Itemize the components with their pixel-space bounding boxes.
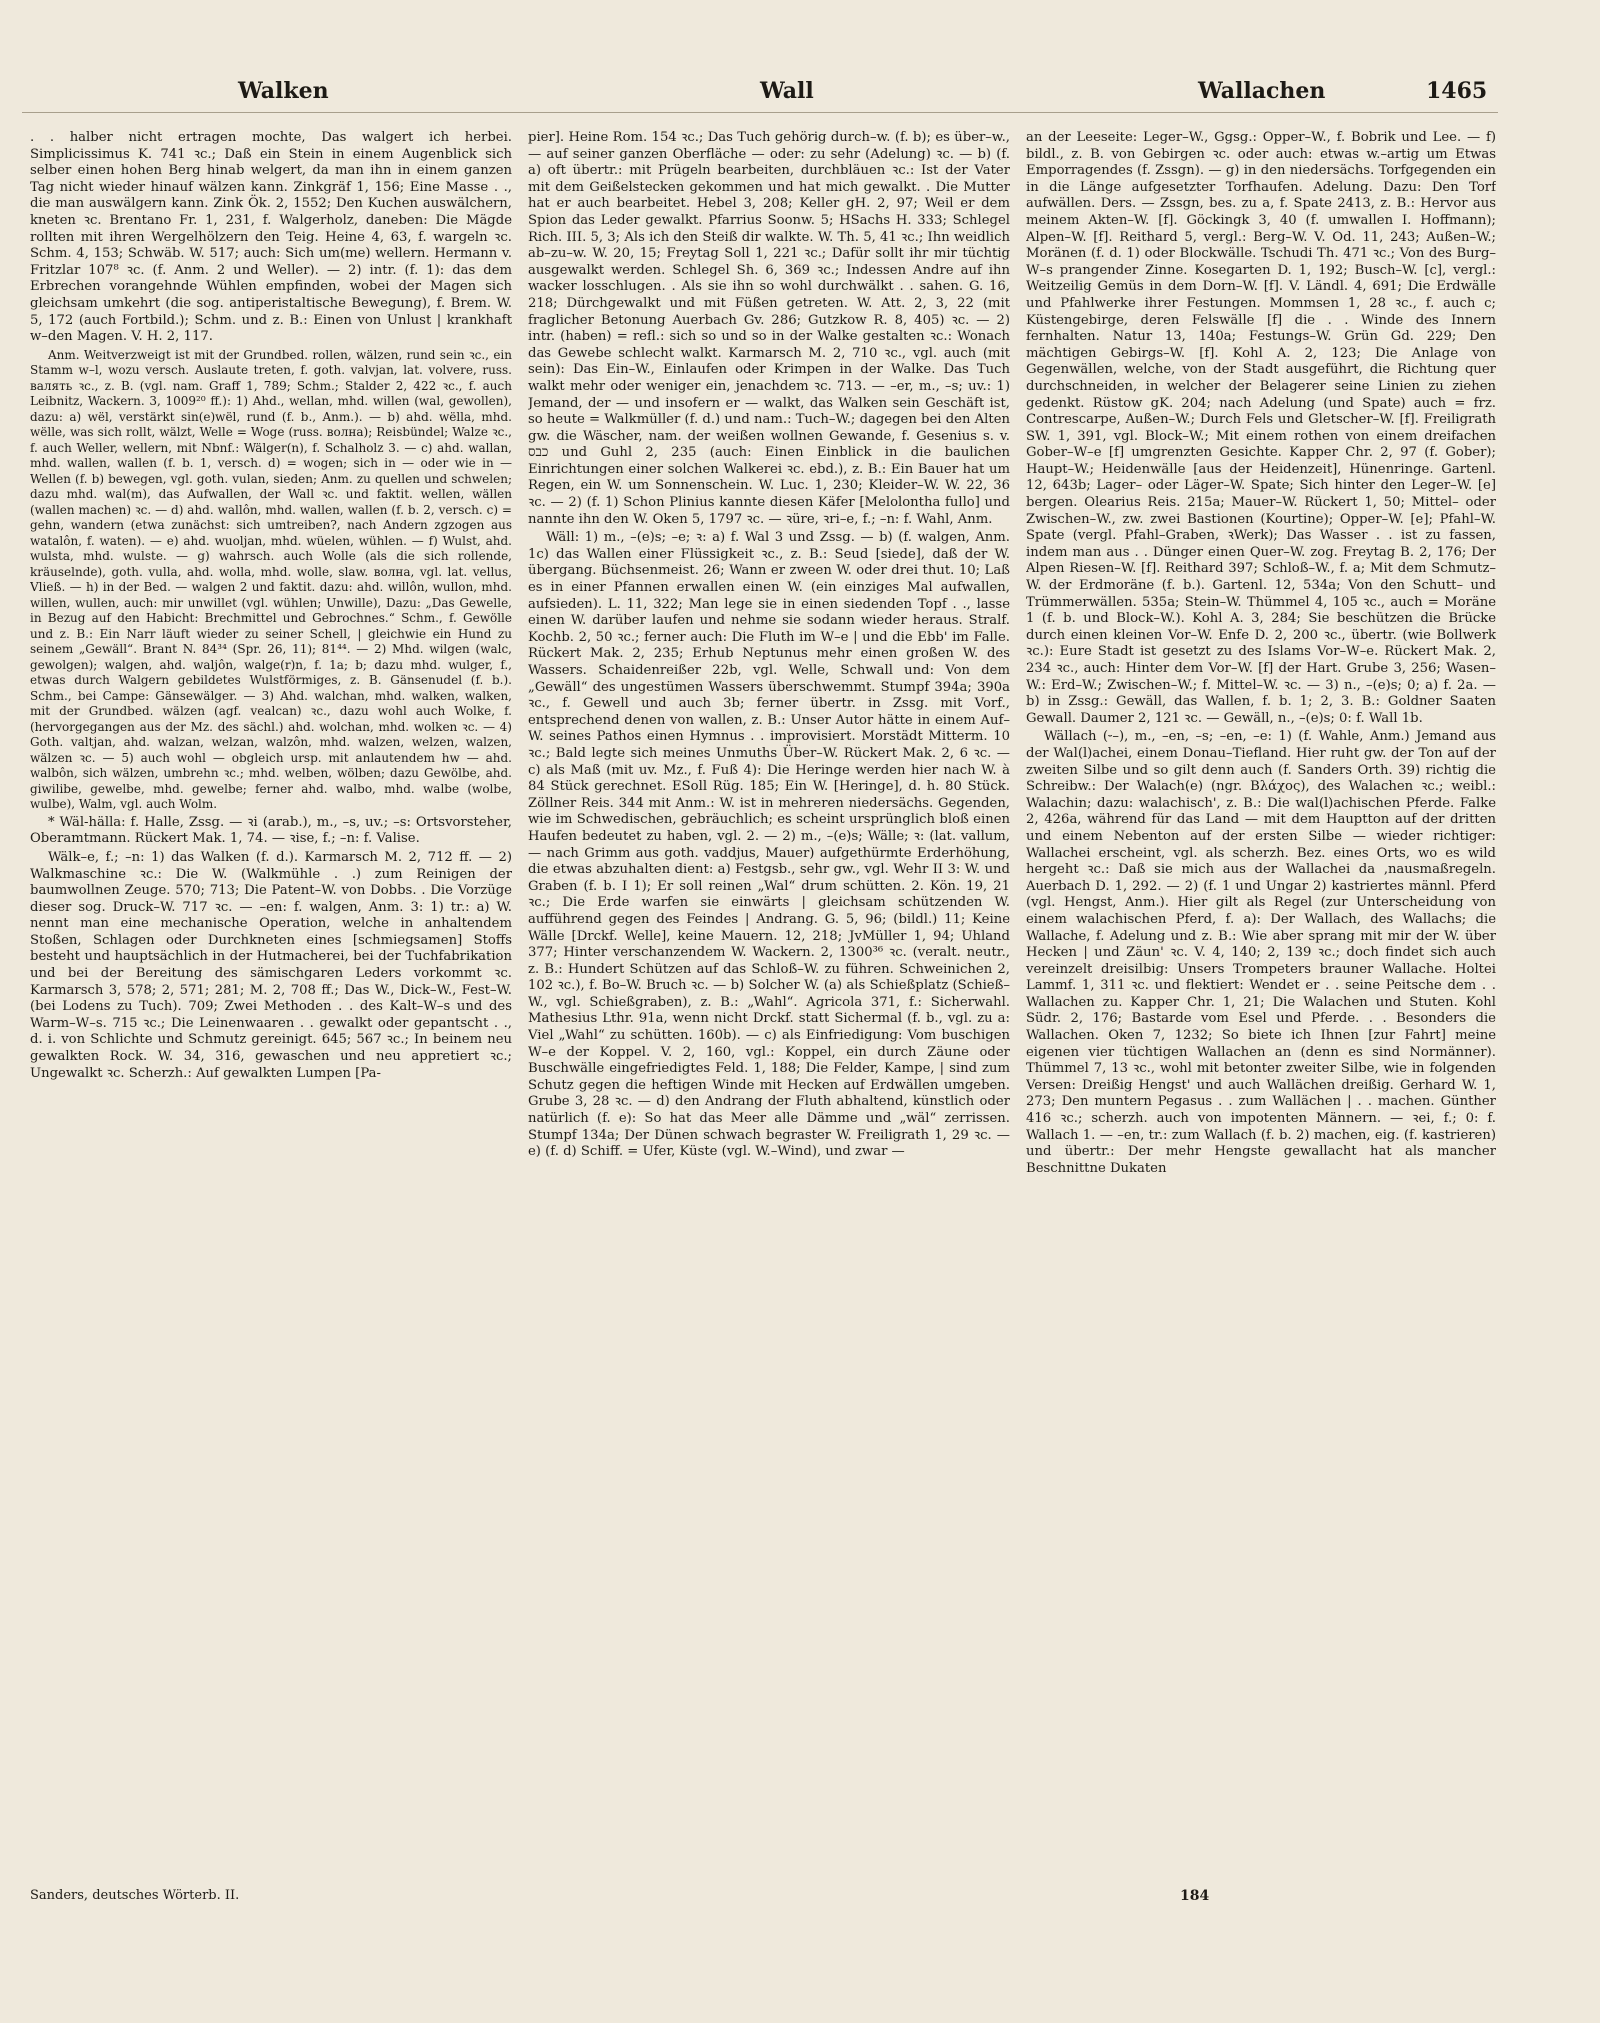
column-middle xyxy=(528,130,1010,1885)
running-head xyxy=(0,78,1600,108)
header-rule xyxy=(22,112,1498,113)
page-number: 1465 xyxy=(1426,78,1488,104)
entry-text: pier]. Heine Rom. 154 ꝛc.; Das Tuch gehörig durch–w. (f. b); es über–w., — auf seiner ganzen Oberfläche — oder: zu sehr (Adelung) ꝛc. — b) (f. a) oft übertr.: mit Prügeln bearbeiten, durchbläuen ꝛc.: Ist der Vater mit dem Geißelstecken gekommen und hat mich gewalkt. . Die Mutter hat er auch bearbeitet. Hebel 3, 208; Keller gH. 2, 97; Weil er dem Spion das Leder gewalkt. Pfarrius Soonw. 5; HSachs H. 333; Schlegel Rich. III. 5, 3; Als ich den Steiß dir walkte. W. Th. 5, 41 ꝛc.; Ihn weidlich ab–zu–w. W. 20, 15; Freytag Soll 1, 221 ꝛc.; Dafür sollt ihr mir tüchtig ausgewalkt werden. Schlegel Sh. 6, 369 ꝛc.; Indessen Andre auf ihn wacker losschlugen. . Als sie ihn so wohl durchwälkt . . sahen. G. 16, 218; Dürchgewalkt und mit Füßen getreten. W. Att. 2, 3, 22 (mit fraglicher Betonung Auerbach Gv. 286; Gutzkow R. 8, 405) ꝛc. — 2) intr. (haben) = refl.: sich so und so in der Walke gestalten ꝛc.: Wonach das Gewebe schlecht walkt. Karmarsch M. 2, 710 ꝛc., vgl. auch (mit sein): Das Ein–W., Einlaufen oder Krimpen in der Walke. Das Tuch walkt mehr oder weniger ein, jenachdem ꝛc. 713. — –er, m., –s; uv.: 1) Jemand, der — und insofern er — walkt, das Walken sein Geschäft ist, so heute = Walkmüller (f. d.) und nam.: Tuch–W.; dagegen bei den Alten gw. die Wäscher, nam. der weißen wollnen Gewande, f. Gesenius s. v. כבס und Guhl 2, 235 (auch: Einen Einblick in die baulichen Einrichtungen einer solchen Walkerei ꝛc. ebd.), z. B.: Ein Bauer hat um Regen, ein W. um Sonnenschein. W. Luc. 1, 230; Kleider–W. W. 22, 36 ꝛc. — 2) (f. 1) Schon Plinius kannte diesen Käfer [Melolontha fullo] und nannte ihn den W. Oken 5, 1797 ꝛc. — ꝛüre, ꝛri–e, f.; –n: f. Wahl, Anm. xyxy=(528,130,1010,527)
entry-walke: Wälk–e, f.; –n: 1) das Walken (f. d.). Karmarsch M. 2, 712 ff. — 2) Walkmaschine ꝛc.: Die W. (Walkmühle . .) zum Reinigen der baumwollnen Zeuge. 570; 713; Die Patent–W. von Dobbs. . Die Vorzüge dieser sog. Druck–W. 717 ꝛc. — –en: f. walgen, Anm. 3: 1) tr.: a) W. nennt man eine mechanische Operation, welche in anhaltendem Stoßen, Schlagen oder Durchkneten eines [schmiegsamen] Stoffs besteht und hauptsächlich in der Hutmacherei, bei der Tuchfabrikation und bei der Bereitung des sämischgaren Leders vorkommt ꝛc. Karmarsch 3, 578; 2, 571; 281; M. 2, 708 ff.; Das W., Dick–W., Fest–W. (bei Lodens zu Tuch). 709; Zwei Methoden . . des Kalt–W–s und des Warm–W–s. 715 ꝛc.; Die Leinenwaaren . . gewalkt oder gepantscht . ., d. i. von Schlichte und Schmutz gereinigt. 645; 567 ꝛc.; In beinem neu gewalkten Rock. W. 34, 316, gewaschen und neu appretiert ꝛc.; Ungewalkt ꝛc. Scherzh.: Auf gewalkten Lumpen [Pa- xyxy=(30,849,512,1081)
column-right xyxy=(1026,130,1496,1885)
head-center-word: Wall xyxy=(760,78,814,104)
etymology-note: Anm. Weitverzweigt ist mit der Grundbed. rollen, wälzen, rund sein ꝛc., ein Stamm w–l, wozu versch. Auslaute treten, f. goth. valvjan, lat. volvere, russ. валять ꝛc., z. B. (vgl. nam. Graff 1, 789; Schm.; Stalder 2, 422 ꝛc., f. auch Leibnitz, Wackern. 3, 1009²⁰ ff.): 1) Ahd., wellan, mhd. willen (wal, gewollen), dazu: a) wël, verstärkt sin(e)wël, rund (f. b., Anm.). — b) ahd. wëlla, mhd. wëlle, was sich rollt, wälzt, Welle = Woge (russ. волна); Reisbündel; Walze ꝛc., f. auch Weller, wellern, mit Nbnf.: Wälger(n), f. Schalholz 3. — c) ahd. wallan, mhd. wallen, wallen (f. b. 1, versch. d) = wogen; sich in — oder wie in — Wellen (f. b) bewegen, vgl. goth. vulan, sieden; Anm. zu quellen und schwelen; dazu mhd. wal(m), das Aufwallen, der Wall ꝛc. und faktit. wellen, wällen (wallen machen) ꝛc. — d) ahd. wallôn, mhd. wallen, wallen (f. b. 2, versch. c) = gehn, wandern (etwa zunächst: sich umtreiben?, nach Andern zgzogen aus watalôn, f. waten). — e) ahd. wuoljan, mhd. wüelen, wühlen. — f) Wulst, ahd. wulsta, mhd. wulste. — g) wahrsch. auch Wolle (als die sich rollende, kräuselnde), goth. vulla, ahd. wolla, mhd. wolle, slaw. волна, vgl. lat. vellus, Vließ. — h) in der Bed. — walgen 2 und faktit. dazu: ahd. willôn, wullon, mhd. willen, wullen, auch: mir unwillet (vgl. wühlen; Unwille), Dazu: „Das Gewelle, in Bezug auf den Habicht: Brechmittel und Gebrochnes.“ Schm., f. Gewölle und z. B.: Ein Narr läuft wieder zu seiner Schell, | gleichwie ein Hund zu seinem „Gewäll“. Brant N. 84³⁴ (Spr. 26, 11); 81⁴⁴. — 2) Mhd. wilgen (walc, gewolgen); walgen, ahd. waljôn, walge(r)n, f. 1a; b; dazu mhd. wulger, f., etwas durch Walgern gebildetes Wulstförmiges, z. B. Gänsenudel (f. b.). Schm., bei Campe: Gänsewälger. — 3) Ahd. walchan, mhd. walken, walken, mit der Grundbed. wälzen (agf. vealcan) ꝛc., dazu wohl auch Wolke, f. (hervorgegangen aus der Mz. des sächl.) ahd. wolchan, mhd. wolken ꝛc. — 4) Goth. valtjan, ahd. walzan, welzan, walzôn, mhd. walzen, welzen, walzen, wälzen ꝛc. — 5) auch wohl — obgleich ursp. mit anlautendem hw — ahd. walbôn, sich wälzen, umbrehn ꝛc.; mhd. welben, wölben; dazu Gewölbe, ahd. giwilibe, gewelbe, mhd. gewelbe; ferner ahd. walbo, mhd. walbe (wolbe, wulbe), Walm, vgl. auch Wolm. xyxy=(30,347,512,812)
entry-walhalla: * Wäl-hälla: f. Halle, Zssg. — ꝛi (arab.), m., –s, uv.; –s: Ortsvorsteher, Oberamtmann. Rückert Mak. 1, 74. — ꝛise, f.; –n: f. Valise. xyxy=(30,814,512,847)
footer-left: Sanders, deutsches Wörterb. II. xyxy=(30,1888,240,1903)
head-left-word: Walken xyxy=(238,78,329,104)
entry-text: an der Leeseite: Leger–W., Ggsg.: Opper–W., f. Bobrik und Lee. — f) bildl., z. B. von Gebirgen ꝛc. oder auch: etwas w.–artig um Etwas Emporragendes (f. Zssgn). — g) in den niedersächs. Torfgegenden ein in die Länge aufgesetzter Torfhaufen. Adelung. Dazu: Den Torf aufwällen. Ders. — Zssgn, bes. zu a, f. Spate 2413, z. B.: Hervor aus meinem Akten–W. [f]. Göckingk 3, 40 (f. umwallen I. Hoffmann); Alpen–W. [f]. Reithard 5, vergl.: Berg–W. V. Od. 11, 243; Außen–W.; Moränen (f. d. 1) oder Blockwälle. Tschudi Th. 471 ꝛc.; Von des Burg–W–s prangender Zinne. Kosegarten D. 1, 192; Busch–W. [c], vergl.: Weitzeilig Gemüs in dem Dorn–W. [f]. V. Ländl. 4, 691; Die Erdwälle und Pfahlwerke ihrer Festungen. Mommsen 1, 28 ꝛc., f. auch c; Küstengebirge, deren Felswälle [f] die . . Winde des Innern fernhalten. Natur 13, 140a; Festungs–W. Grün Gd. 229; Den mächtigen Gebirgs–W. [f]. Kohl A. 2, 123; Die Anlage von Gegenwällen, welche, von der Stadt ausgeführt, die Richtung quer durchschneiden, in welcher der Belagerer seine Linien zu ziehen gedenkt. Rüstow gK. 204; nach Adelung (und Spate) auch = frz. Contrescarpe, Außen–W.; Durch Fels und Gletscher–W. [f]. Freiligrath SW. 1, 391, vgl. Block–W.; Mit einem rothen von einem dreifachen Gober–W–e [f] umgrenzten Gesichte. Kapper Chr. 2, 97 (f. Gober); Haupt–W.; Heidenwälle [aus der Heidenzeit], Hünenringe. Gartenl. 12, 643b; Lager– oder Läger–W. Spate; Sich hinter den Leger–W. [e] bergen. Olearius Reis. 215a; Mauer–W. Rückert 1, 50; Mittel– oder Zwischen–W., zw. zwei Bastionen (Kourtine); Opper–W. [e]; Pfahl–W. Spate (vergl. Pfahl–Graben, ꝛWerk); Das Wasser . . ist zu fassen, indem man aus . . Dünger einen Quer–W. zog. Freytag B. 2, 176; Der Alpen Riesen–W. [f]. Reithard 397; Schloß–W., f. a; Mit dem Schmutz–W. der Erdmoräne (f. b.). Gartenl. 12, 534a; Von den Schutt– und Trümmerwällen. 535a; Stein–W. Thümmel 4, 105 ꝛc., auch = Moräne 1 (f. b. und Block–W.). Kohl A. 3, 284; Sie beschützen die Brücke durch einen kleinen Vor–W. Enfe D. 2, 200 ꝛc., übertr. (wie Bollwerk ꝛc.): Eure Stadt ist gesetzt zu des Islams Vor–W–e. Rückert Mak. 2, 234 ꝛc., auch: Hinter dem Vor–W. [f] der Hart. Grube 3, 256; Wasen–W.: Erd–W.; Zwischen–W.; f. Mittel–W. ꝛc. — 3) n., –(e)s; 0; a) f. 2a. — b) in Zssg.: Gewäll, das Wallen, f. b. 1; 2, 3. B.: Goldner Saaten Gewall. Daumer 2, 121 ꝛc. — Gewäll, n., –(e)s; 0: f. Wall 1b. xyxy=(1026,130,1496,726)
entry-text: . . halber nicht ertragen mochte, Das walgert ich herbei. Simplicissimus K. 741 ꝛc.; Daß ein Stein in einem Augenblick sich selber einen hohen Berg hinab welgert, da man ihn in einem ganzen Tag nicht wieder hinauf wälzen kann. Zinkgräf 1, 156; Eine Masse . ., die man auswälgern kann. Zink Ök. 2, 1552; Den Kuchen auswälchern, kneten ꝛc. Brentano Fr. 1, 231, f. Walgerholz, daneben: Die Mägde rollten mit ihren Wergelhölzern den Teig. Heine 4, 63, f. wargeln ꝛc. Schm. 4, 153; Schwäb. W. 517; auch: Sich um(me) wellern. Hermann v. Fritzlar 107⁸ ꝛc. (f. Anm. 2 und Weller). — 2) intr. (f. 1): das dem Erbrechen vorangehnde Wühlen empfinden, wobei der Magen sich gleichsam umkehrt (die sog. antiperistaltische Bewegung), f. Brem. W. 5, 172 (auch Fortbild.); Schm. und z. B.: Einen von Unlust | krankhaft w–den Magen. V. H. 2, 117. xyxy=(30,130,512,345)
head-right-word: Wallachen xyxy=(1198,78,1326,104)
entry-wallach: Wällach (⏑–), m., –en, –s; –en, –e: 1) (f. Wahle, Anm.) Jemand aus der Wal(l)achei, einem Donau–Tiefland. Hier ruht gw. der Ton auf der zweiten Silbe und so gilt denn auch (f. Sanders Orth. 39) richtig die Schreibw.: Der Walach(e) (ngr. Βλάχος), des Walachen ꝛc.; weibl.: Walachin; dazu: walachisch', z. B.: Die wal(l)achischen Pferde. Falke 2, 426a, während für das Land — mit dem Hauptton auf der dritten und einem Nebenton auf der ersten Silbe — wieder richtiger: Wallachei erscheint, vgl. als scherzh. Bez. eines Orts, wo es wild hergeht ꝛc.: Daß sie mich aus der Wallachei da ‚nausmaßregeln. Auerbach D. 1, 292. — 2) (f. 1 und Ungar 2) kastriertes männl. Pferd (vgl. Hengst, Anm.). Hier gilt als Regel (zur Unterscheidung von einem walachischen Pferd, f. a): Der Wallach, des Wallachs; die Wallache, f. Adelung und z. B.: Wie aber sprang mit mir der W. über Hecken | und Zäun' ꝛc. V. 4, 140; 2, 139 ꝛc.; doch findet sich auch vereinzelt dreisilbig: Unsers Trompeters brauner Wallache. Holtei Lammf. 1, 311 ꝛc. und flektiert: Wendet er . . seine Peitsche dem . . Wallachen zu. Kapper Chr. 1, 21; Die Walachen und Stuten. Kohl Südr. 2, 176; Bastarde vom Esel und Pferde. . . Besonders die Wallachen. Oken 7, 1232; So biete ich Ihnen [zur Fahrt] meine eigenen vier tüchtigen Wallachen an (denn es sind Normänner). Thümmel 7, 13 ꝛc., wohl mit betonter zweiter Silbe, wie in folgenden Versen: Dreißig Hengst' und auch Wallächen dreißig. Gerhard W. 1, 273; Den muntern Pegasus . . zum Wallächen | . . machen. Günther 416 ꝛc.; scherzh. auch von impotenten Männern. — ꝛei, f.; 0: f. Wallach 1. — –en, tr.: zum Wallach (f. b. 2) machen, eig. (f. kastrieren) und übertr.: Der mehr Hengste gewallacht hat als mancher Beschnittne Dukaten xyxy=(1026,729,1496,1176)
column-left xyxy=(30,130,512,1885)
entry-wall: Wäll: 1) m., –(e)s; –e; ꝛ: a) f. Wal 3 und Zssg. — b) (f. walgen, Anm. 1c) das Wallen einer Flüssigkeit ꝛc., z. B.: Seud [siede], daß der W. übergang. Büchsenmeist. 26; Wann er zween W. oder drei thut. 10; Laß es in einer Pfannen erwallen einen W. (ein einziges Mal aufwallen, aufsieden). L. 11, 322; Man lege sie in einen siedenden Topf . ., lasse einen W. darüber laufen und nehme sie sodann wieder heraus. Stralf. Kochb. 2, 50 ꝛc.; ferner auch: Die Fluth im W–e | und die Ebb' im Falle. Rückert Mak. 2, 235; Erhub Neptunus mehr einen großen W. des Wassers. Schaidenreißer 22b, vgl. Welle, Schwall und: Von dem „Gewäll“ des ungestümen Wassers überschwemmt. Stumpf 394a; 390a ꝛc., f. Gewell und auch 3b; ferner übertr. in Zssg. mit Vorf., entsprechend denen von wallen, z. B.: Unser Autor hätte in einem Auf–W. seines Pathos einen Hymnus . . improvisiert. Morstädt Mitterm. 10 ꝛc.; Bald legte sich meines Unmuths Über–W. Rückert Mak. 2, 6 ꝛc. — c) als Maß (mit uv. Mz., f. Fuß 4): Die Heringe werden hier nach W. à 84 Stück gerechnet. ESoll Rüg. 185; Ein W. [Heringe], d. h. 80 Stück. Zöllner Reis. 344 mit Anm.: W. ist in mehreren niedersächs. Gegenden, wie im Schwedischen, gebräuchlich; es scheint ursprünglich bloß einen Haufen bedeutet zu haben, vgl. 2. — 2) m., –(e)s; Wälle; ꝛ: (lat. vallum, — nach Grimm aus goth. vaddjus, Mauer) aufgethürmte Erderhöhung, die etwas abzuhalten dient: a) Festgsb., sehr gw., vgl. Wehr II 3: W. und Graben (f. b. I 1); Er soll reinen „Wal“ drum schütten. 2. Kön. 19, 21 ꝛc.; Die Erde warfen sie einwärts | gleichsam schützenden W. aufführend gegen des Feindes | Andrang. G. 5, 96; (bildl.) 11; Keine Wälle [Drckf. Welle], keine Mauern. 12, 218; JvMüller 1, 94; Uhland 377; Hinter verschanzendem W. Wackern. 2, 1300³⁶ ꝛc. (veralt. neutr., z. B.: Hundert Schützen auf das Schloß–W. zu führen. Schweinichen 2, 102 ꝛc.), f. Bo–W. Bruch ꝛc. — b) Solcher W. (a) als Schießplatz (Schieß–W., vgl. Schießgraben), z. B.: „Wahl“. Agricola 371, f.: Sicherwahl. Mathesius Lthr. 91a, wenn nicht Drckf. statt Sichermal (f. b., vgl. zu a: Viel „Wahl“ zu schütten. 160b). — c) als Einfriedigung: Vom buschigen W–e der Koppel. V. 2, 160, vgl.: Koppel, ein durch Zäune oder Buschwälle eingefriedigtes Feld. 1, 188; Die Felder, Kampe, | sind zum Schutz gegen die heftigen Winde mit Hecken auf Erdwällen umgeben. Grube 3, 28 ꝛc. — d) den Andrang der Fluth abhaltend, künstlich oder natürlich (f. e): So hat das Meer alle Dämme und „wäl“ zerrissen. Stumpf 134a; Der Dünen schwach begraster W. Freiligrath 1, 29 ꝛc. — e) (f. d) Schiff. = Ufer, Küste (vgl. W.–Wind), und zwar — xyxy=(528,530,1010,1160)
printer-signature: 184 xyxy=(1180,1888,1210,1904)
